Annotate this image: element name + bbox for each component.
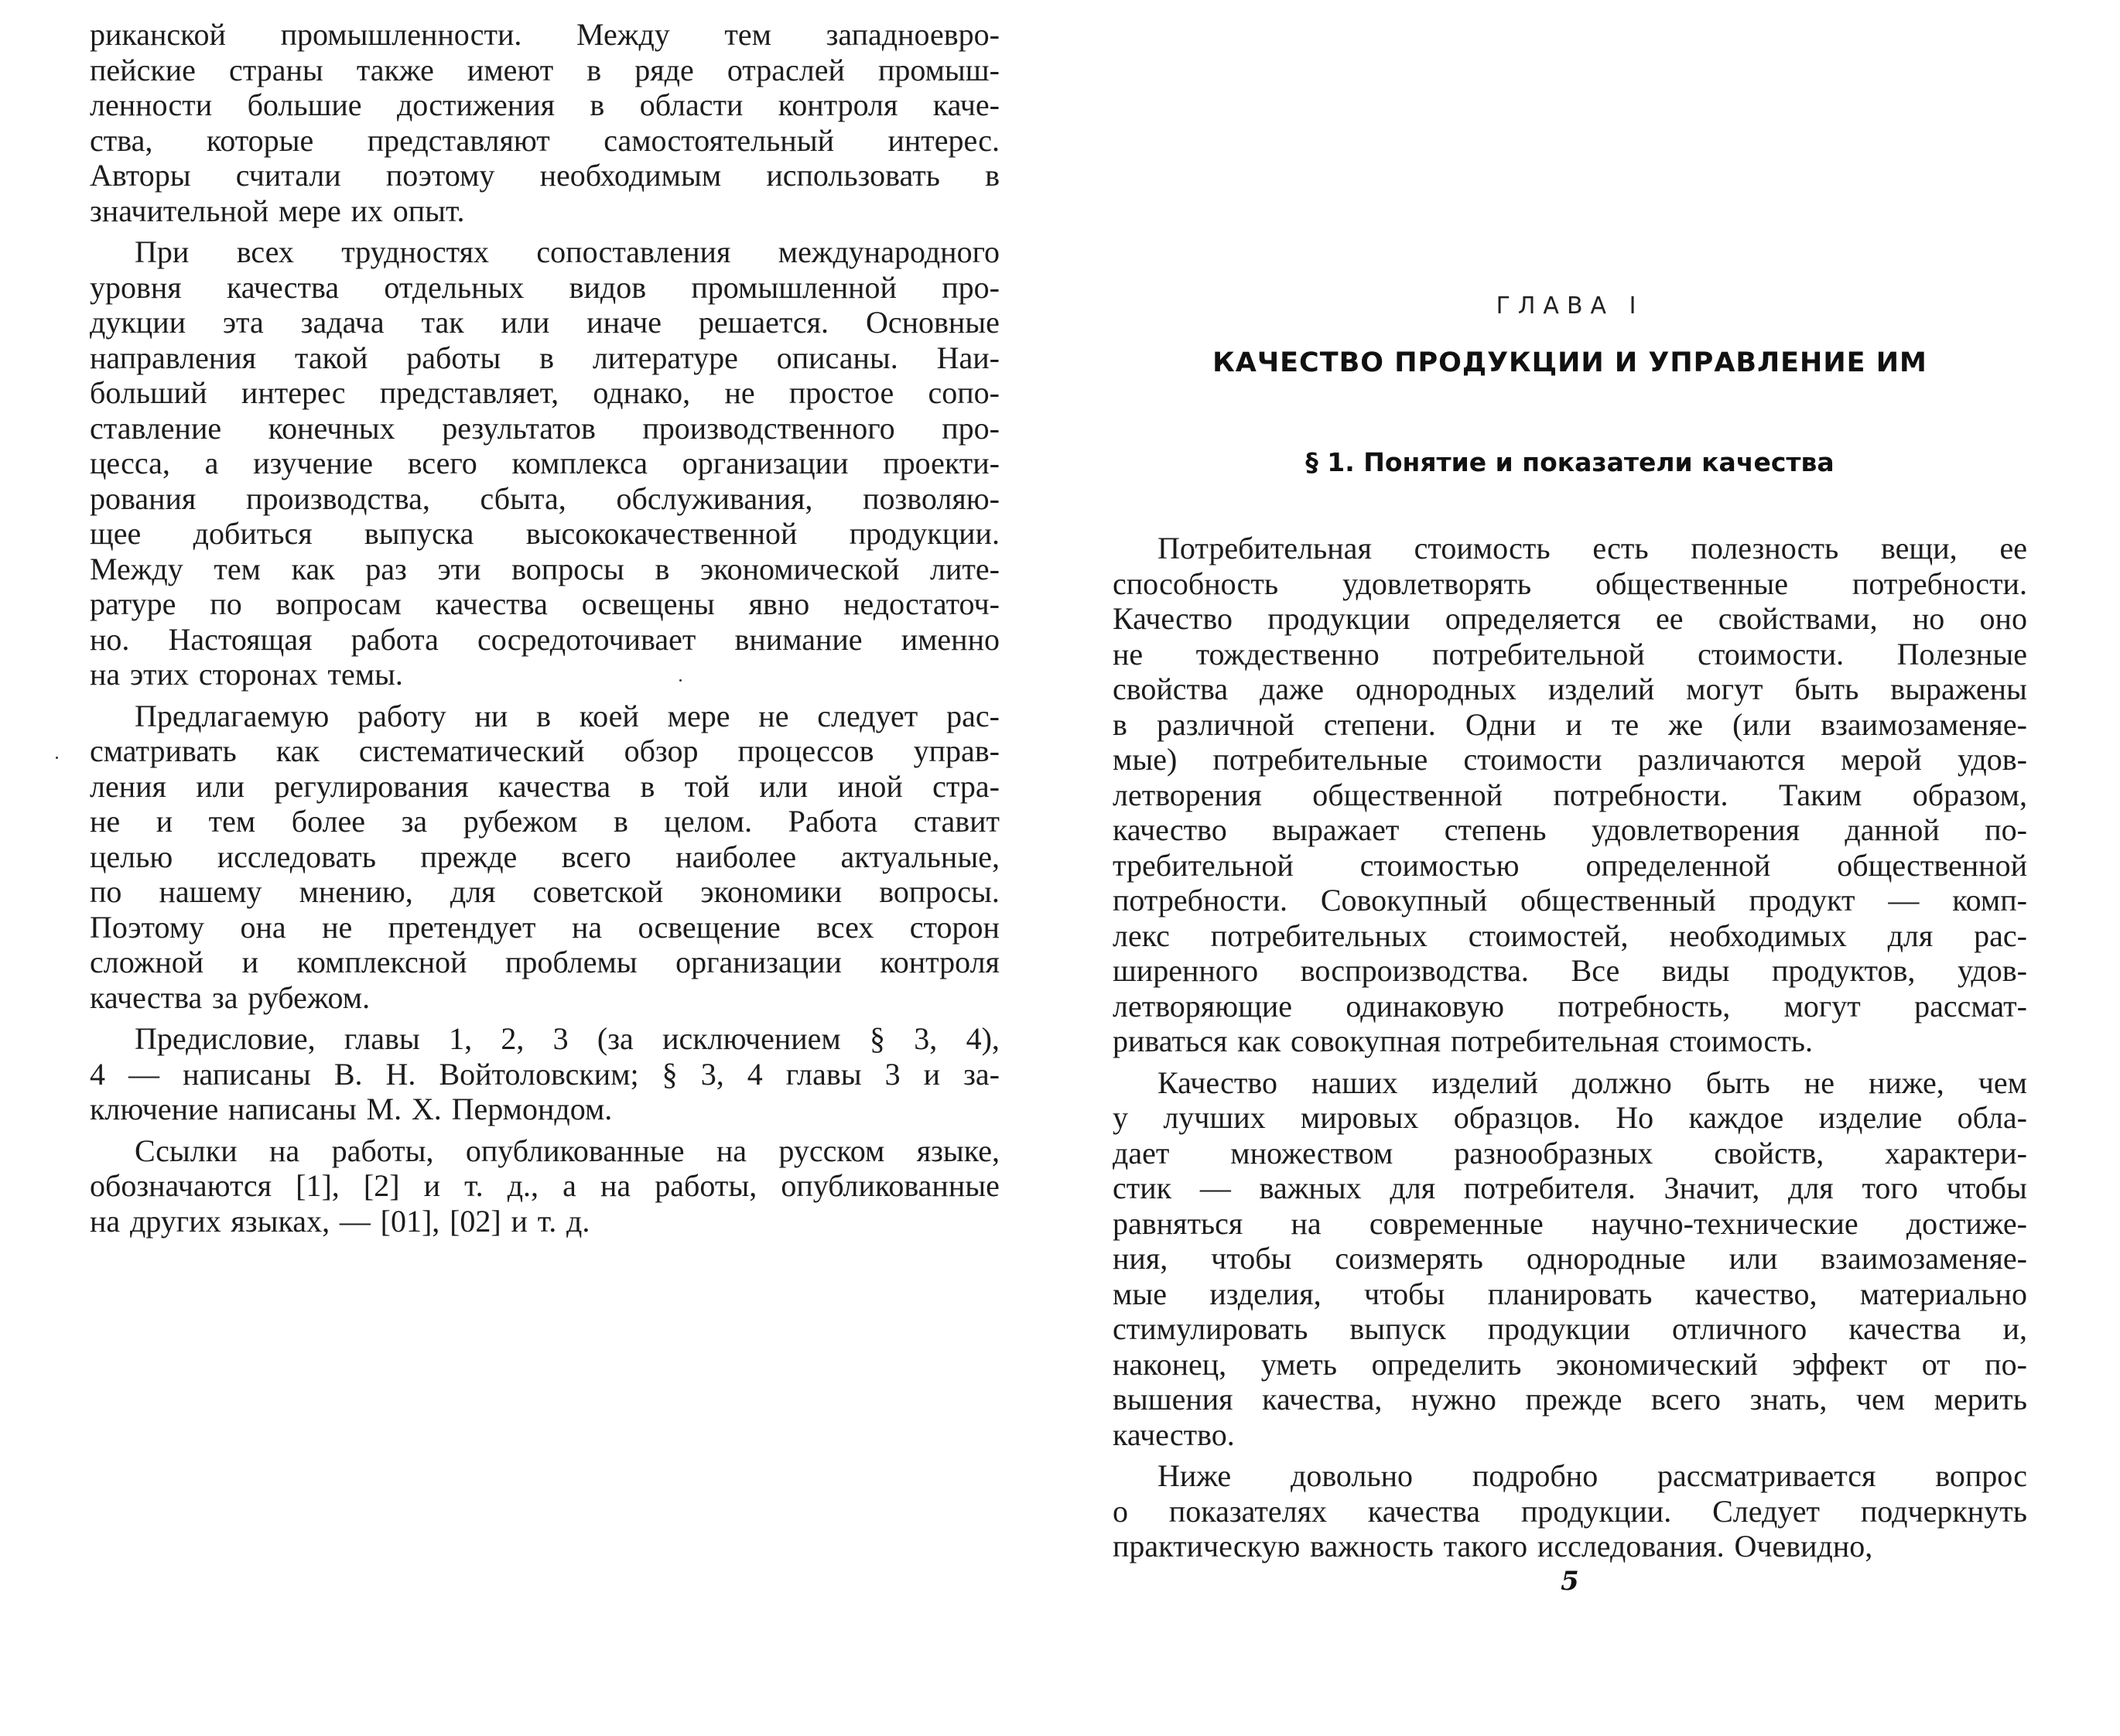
section-title: § 1. Понятие и показатели качества xyxy=(1305,447,1834,477)
text-line: ширенного воспроизводства. Все виды продуктов, удов- xyxy=(1113,953,2027,988)
text-line: вышения качества, нужно прежде всего знать, чем мерить xyxy=(1113,1382,2027,1416)
text-line: в различной степени. Одни и те же (или взаимозаменяе- xyxy=(1113,706,2027,742)
text-line: у лучших мировых образцов. Но каждое изделие обла- xyxy=(1113,1100,2027,1135)
text-line: При всех трудностях сопоставления международного xyxy=(135,234,1000,269)
text-line: Ниже довольно подробно рассматривается вопрос xyxy=(1157,1458,2027,1493)
text-line: ключение написаны М. Х. Пермондом. xyxy=(90,1092,613,1126)
text-line: качество выражает степень удовлетворения данной по- xyxy=(1113,812,2027,847)
text-line: Потребительная стоимость есть полезность вещи, ее xyxy=(1157,531,2027,566)
text-line: сматривать как систематический обзор процессов управ- xyxy=(90,733,1000,768)
text-line: целью исследовать прежде всего наиболее актуальные, xyxy=(90,839,1000,874)
text-line: мые) потребительные стоимости различаются мерой удов- xyxy=(1113,742,2027,777)
text-line: качество. xyxy=(1113,1416,1235,1452)
text-line: Предлагаемую работу ни в коей мере не следует рас- xyxy=(135,698,1000,733)
text-line: лекс потребительных стоимостей, необходимых для рас- xyxy=(1113,918,2027,953)
text-line: обозначаются [1], [2] и т. д., а на работы, опубликованные xyxy=(90,1168,1000,1203)
text-line: Между тем как раз эти вопросы в экономической лите- xyxy=(90,551,1000,586)
text-line: щее добиться выпуска высококачественной продукции. xyxy=(90,516,1000,551)
text-line: значительной мере их опыт. xyxy=(90,193,465,228)
text-line: ления или регулирования качества в той или иной стра- xyxy=(90,768,1000,804)
left-page xyxy=(90,17,1000,1245)
text-line: на этих сторонах темы. xyxy=(90,657,403,692)
text-line: по нашему мнению, для советской экономики вопросы. xyxy=(90,874,1000,909)
chapter-label: ГЛАВА I xyxy=(1496,292,1644,320)
text-line: свойства даже однородных изделий могут быть выражены xyxy=(1113,672,2027,706)
text-line: о показателях качества продукции. Следует подчеркнуть xyxy=(1113,1493,2027,1529)
paragraph xyxy=(90,17,1000,228)
text-line: направления такой работы в литературе описаны. Наи- xyxy=(90,340,1000,375)
paragraph xyxy=(90,699,1000,1016)
print-speck xyxy=(56,757,58,759)
left-page-body xyxy=(90,17,1000,1239)
text-line: мые изделия, чтобы планировать качество, материально xyxy=(1113,1276,2027,1311)
paragraph xyxy=(1113,531,2027,1059)
text-line: уровня качества отдельных видов промышленной про- xyxy=(90,269,1000,305)
text-line: Качество наших изделий должно быть не ниже, чем xyxy=(1157,1064,2027,1100)
text-line: риканской промышленности. Между тем западноевро- xyxy=(90,17,1000,52)
text-line: на других языках, — [01], [02] и т. д. xyxy=(90,1203,590,1239)
text-line: Качество продукции определяется ее свойствами, но оно xyxy=(1113,601,2027,636)
page-number: 5 xyxy=(1561,1566,1579,1597)
text-line: потребности. Совокупный общественный продукт — комп- xyxy=(1113,883,2027,918)
paragraph xyxy=(90,234,1000,692)
text-line: способность удовлетворять общественные потребности. xyxy=(1113,566,2027,601)
text-line: летворяющие одинаковую потребность, могут рассмат- xyxy=(1113,988,2027,1023)
text-line: цесса, а изучение всего комплекса организации проекти- xyxy=(90,446,1000,480)
text-line: Авторы считали поэтому необходимым использовать в xyxy=(90,158,1000,193)
text-line: пейские страны также имеют в ряде отраслей промыш- xyxy=(90,52,1000,87)
text-line: стимулировать выпуск продукции отличного качества и, xyxy=(1113,1311,2027,1346)
text-line: Поэтому она не претендует на освещение всех сторон xyxy=(90,909,1000,945)
text-line: дает множеством разнообразных свойств, характери- xyxy=(1113,1135,2027,1170)
text-line: Ссылки на работы, опубликованные на русском языке, xyxy=(135,1133,1000,1168)
text-line: больший интерес представляет, однако, не простое сопо- xyxy=(90,375,1000,410)
text-line: дукции эта задача так или иначе решается. Основные xyxy=(90,305,1000,340)
right-page-body xyxy=(1113,531,2027,1570)
text-line: 4 — написаны В. Н. Войтоловским; § 3, 4 главы 3 и за- xyxy=(90,1056,1000,1092)
text-line: рования производства, сбыта, обслуживания, позволяю- xyxy=(90,480,1000,516)
paragraph xyxy=(1113,1065,2027,1453)
text-line: ства, которые представляют самостоятельный интерес. xyxy=(90,122,1000,158)
text-line: не тождественно потребительной стоимости. Полезные xyxy=(1113,636,2027,672)
text-line: не и тем более за рубежом в целом. Работа ставит xyxy=(90,804,1000,839)
paragraph xyxy=(90,1021,1000,1127)
text-line: Предисловие, главы 1, 2, 3 (за исключением § 3, 4), xyxy=(135,1021,1000,1056)
text-line: сложной и комплексной проблемы организации контроля xyxy=(90,945,1000,979)
text-line: ставление конечных результатов производственного про- xyxy=(90,410,1000,446)
text-line: риваться как совокупная потребительная стоимость. xyxy=(1113,1023,1814,1058)
text-line: наконец, уметь определить экономический эффект от по- xyxy=(1113,1346,2027,1382)
print-speck xyxy=(679,679,682,682)
text-line: но. Настоящая работа сосредоточивает внимание именно xyxy=(90,621,1000,657)
text-line: требительной стоимостью определенной общественной xyxy=(1113,847,2027,883)
text-line: равняться на современные научно-технические достиже- xyxy=(1113,1205,2027,1241)
text-line: ратуре по вопросам качества освещены явно недостаточ- xyxy=(90,586,1000,621)
paragraph xyxy=(90,1133,1000,1239)
chapter-title: КАЧЕСТВО ПРОДУКЦИИ И УПРАВЛЕНИЕ ИМ xyxy=(1212,347,1927,378)
text-line: ленности большие достижения в области контроля каче- xyxy=(90,87,1000,122)
text-line: качества за рубежом. xyxy=(90,979,371,1015)
text-line: практическую важность такого исследования. Очевидно, xyxy=(1113,1529,1873,1563)
text-line: летворения общественной потребности. Таким образом, xyxy=(1113,777,2027,812)
text-line: стик — важных для потребителя. Значит, для того чтобы xyxy=(1113,1170,2027,1205)
paragraph xyxy=(1113,1458,2027,1564)
text-line: ния, чтобы соизмерять однородные или взаимозаменяе- xyxy=(1113,1241,2027,1276)
